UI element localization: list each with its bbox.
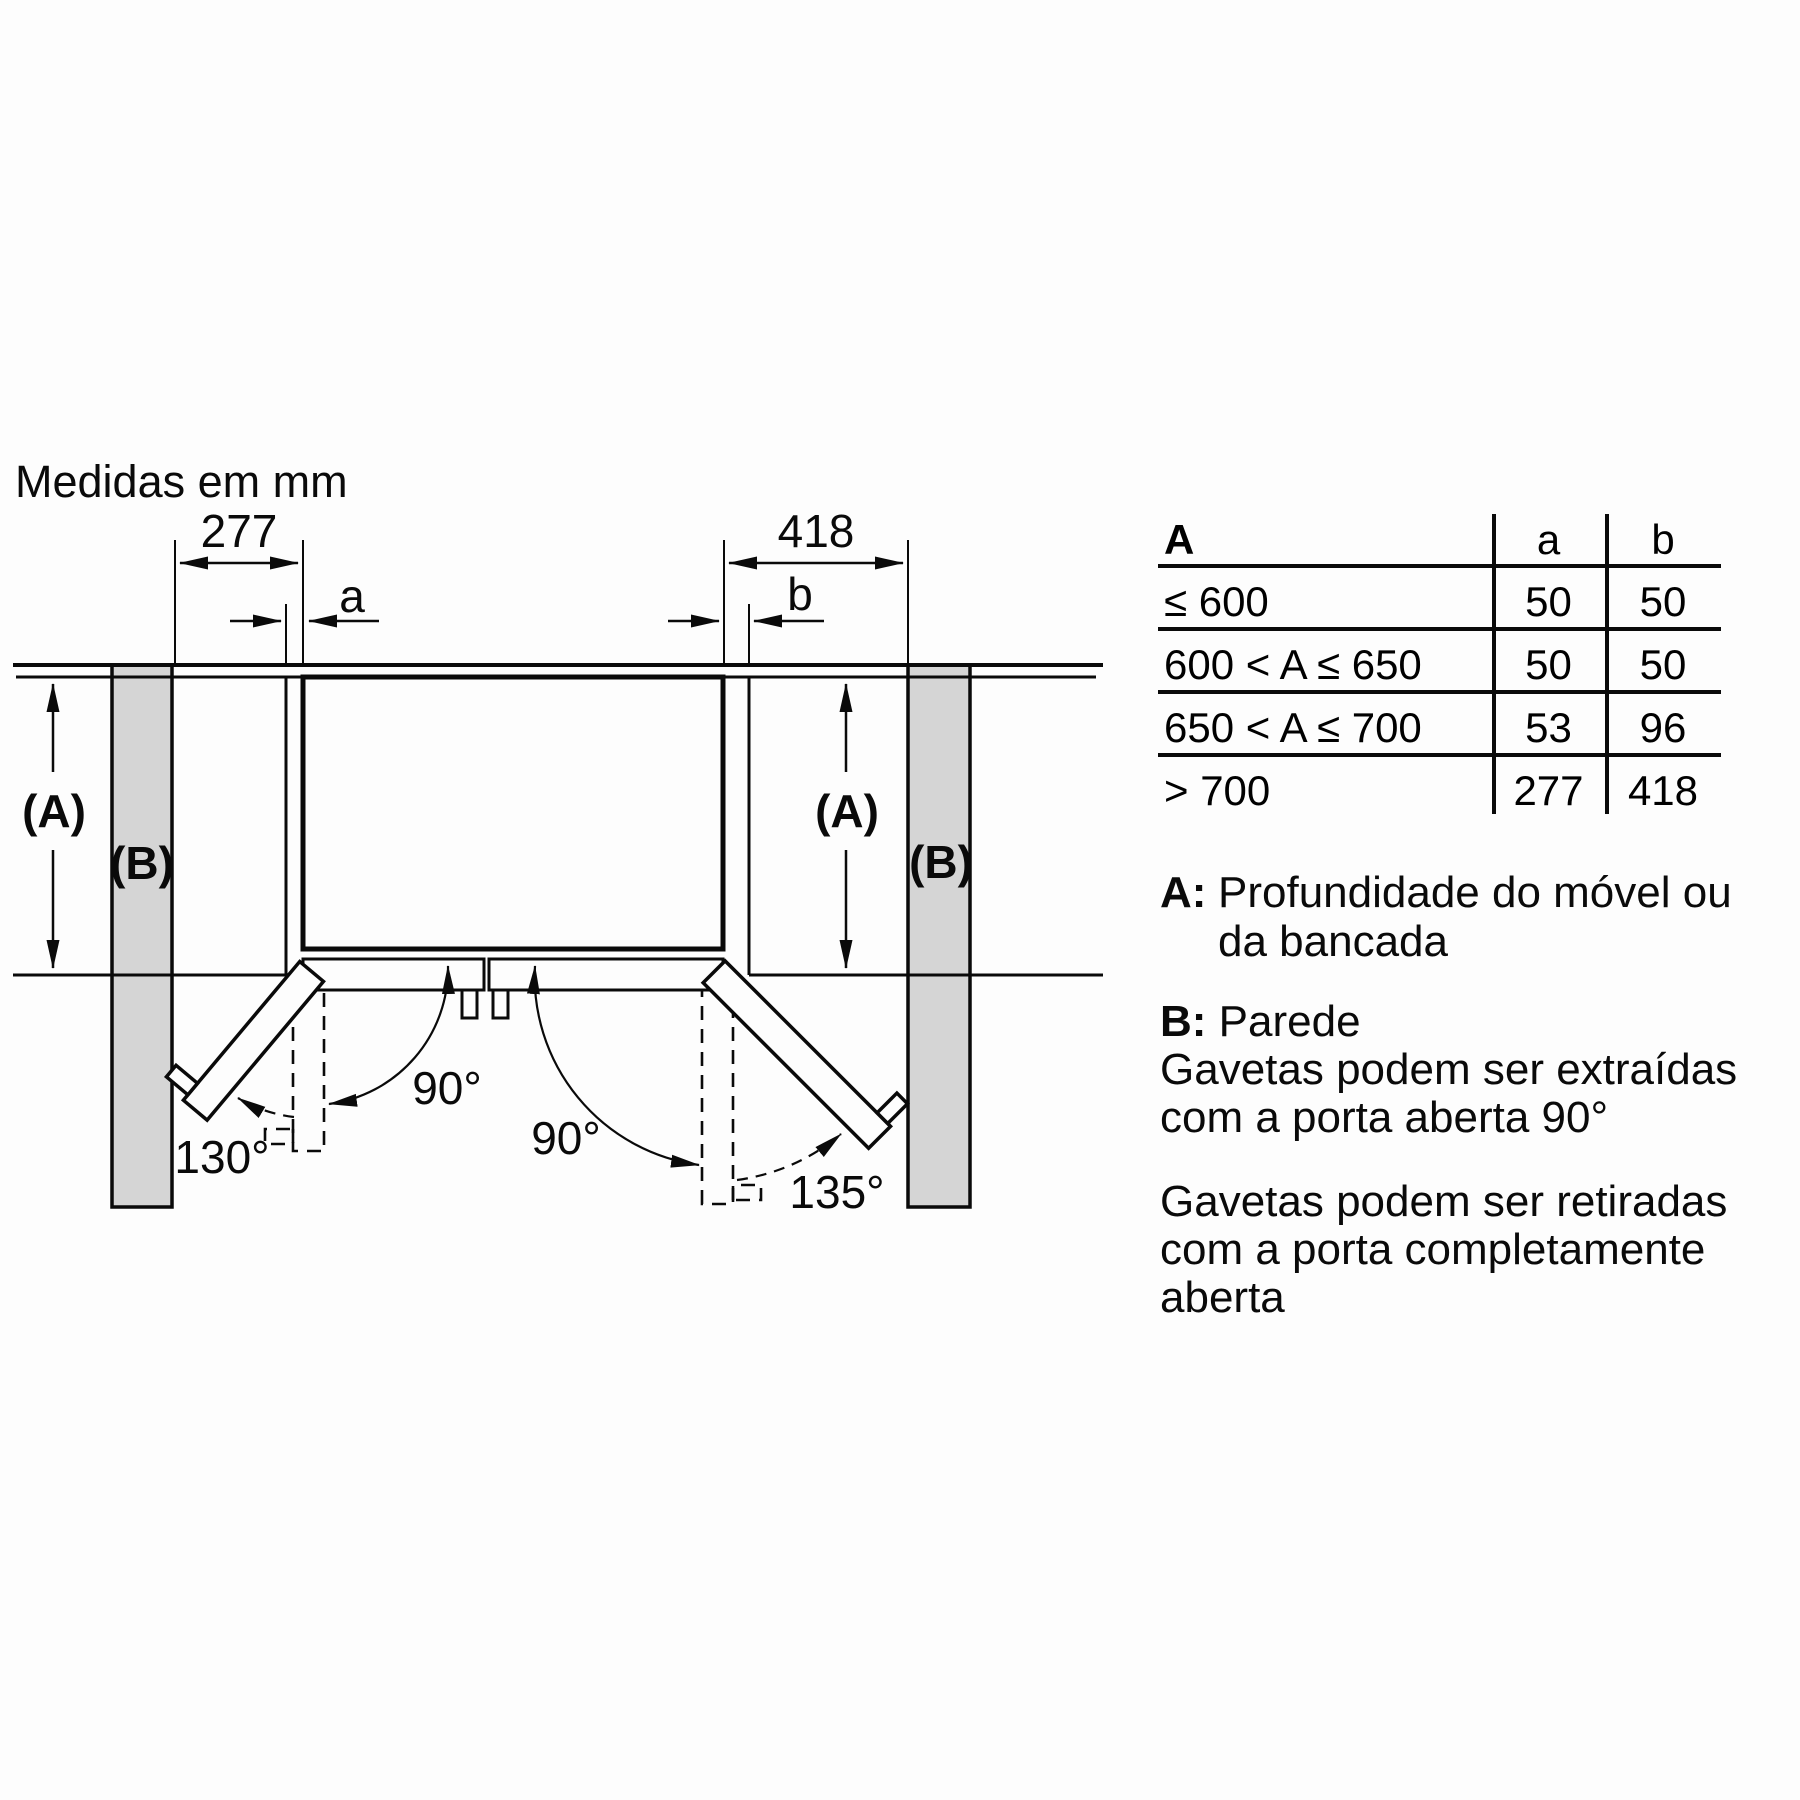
col-header-b: b [1651, 516, 1675, 563]
clearance-label-a: a [339, 570, 365, 622]
dim-label-418: 418 [777, 505, 855, 557]
depth-label-right: (A) [815, 785, 879, 837]
cell-a: 50 [1525, 578, 1572, 625]
legend-key-b: B: [1160, 997, 1207, 1046]
legend-text-b: Parede [1218, 997, 1361, 1046]
table-line [1158, 690, 1721, 694]
table-header-row [1158, 508, 1721, 564]
legend-key-a: A: [1160, 868, 1207, 917]
table-line [1158, 753, 1721, 757]
table-row [1158, 633, 1721, 689]
door-left-closed [303, 959, 484, 1018]
cell-b: 96 [1639, 704, 1687, 751]
cell-a: 277 [1513, 767, 1584, 814]
legend-item-a [1160, 868, 1732, 966]
wall-right [908, 665, 970, 1207]
door-right-closed [489, 959, 723, 1018]
clearance-label-b: b [787, 568, 813, 620]
cell-range: 650 < A ≤ 700 [1164, 704, 1422, 751]
col-header-a: a [1536, 516, 1561, 563]
cell-range: 600 < A ≤ 650 [1164, 641, 1422, 688]
swing-arc-left-130 [238, 1098, 294, 1117]
cell-range: > 700 [1164, 767, 1271, 814]
legend-note1-line: Gavetas podem ser extraídas [1160, 1045, 1738, 1094]
angle-label-right-90: 90° [531, 1112, 601, 1164]
door-right-open-135 [703, 941, 910, 1148]
door-left-open-130 [162, 944, 324, 1121]
dim-label-277: 277 [200, 505, 278, 557]
cell-a: 50 [1525, 641, 1572, 688]
cell-range: ≤ 600 [1164, 578, 1269, 625]
wall-label-right: (B) [909, 836, 973, 888]
appliance-body [303, 677, 723, 949]
table-row [1158, 696, 1721, 752]
legend-item-b [1160, 998, 1737, 1142]
cell-b: 50 [1639, 641, 1687, 688]
legend-note2 [1160, 1178, 1727, 1322]
clearance-table [1158, 514, 1721, 814]
legend-text-line: da bancada [1218, 917, 1448, 966]
legend-text-line: Profundidade do móvel ou [1218, 868, 1732, 917]
legend-note2-line: Gavetas podem ser retiradas [1160, 1177, 1728, 1226]
depth-label-left: (A) [22, 785, 86, 837]
table-line [1158, 564, 1721, 568]
angle-label-130: 130° [174, 1131, 270, 1183]
angle-label-135: 135° [789, 1166, 885, 1218]
installation-diagram [0, 500, 1140, 1230]
legend-note1-line: com a porta aberta 90° [1160, 1093, 1609, 1142]
cell-b: 50 [1639, 578, 1687, 625]
cell-a: 53 [1525, 704, 1572, 751]
table-row [1158, 570, 1721, 626]
table-line [1158, 627, 1721, 631]
page-title: Medidas em mm [15, 456, 348, 507]
wall-label-left: (B) [110, 837, 174, 889]
table-row [1158, 759, 1721, 815]
cell-b: 418 [1627, 767, 1699, 814]
angle-label-left-90: 90° [412, 1062, 482, 1114]
wall-left [112, 665, 172, 1207]
legend-note2-line: aberta [1160, 1273, 1285, 1322]
legend-note2-line: com a porta completamente [1160, 1225, 1706, 1274]
col-header-range: A [1164, 516, 1195, 563]
